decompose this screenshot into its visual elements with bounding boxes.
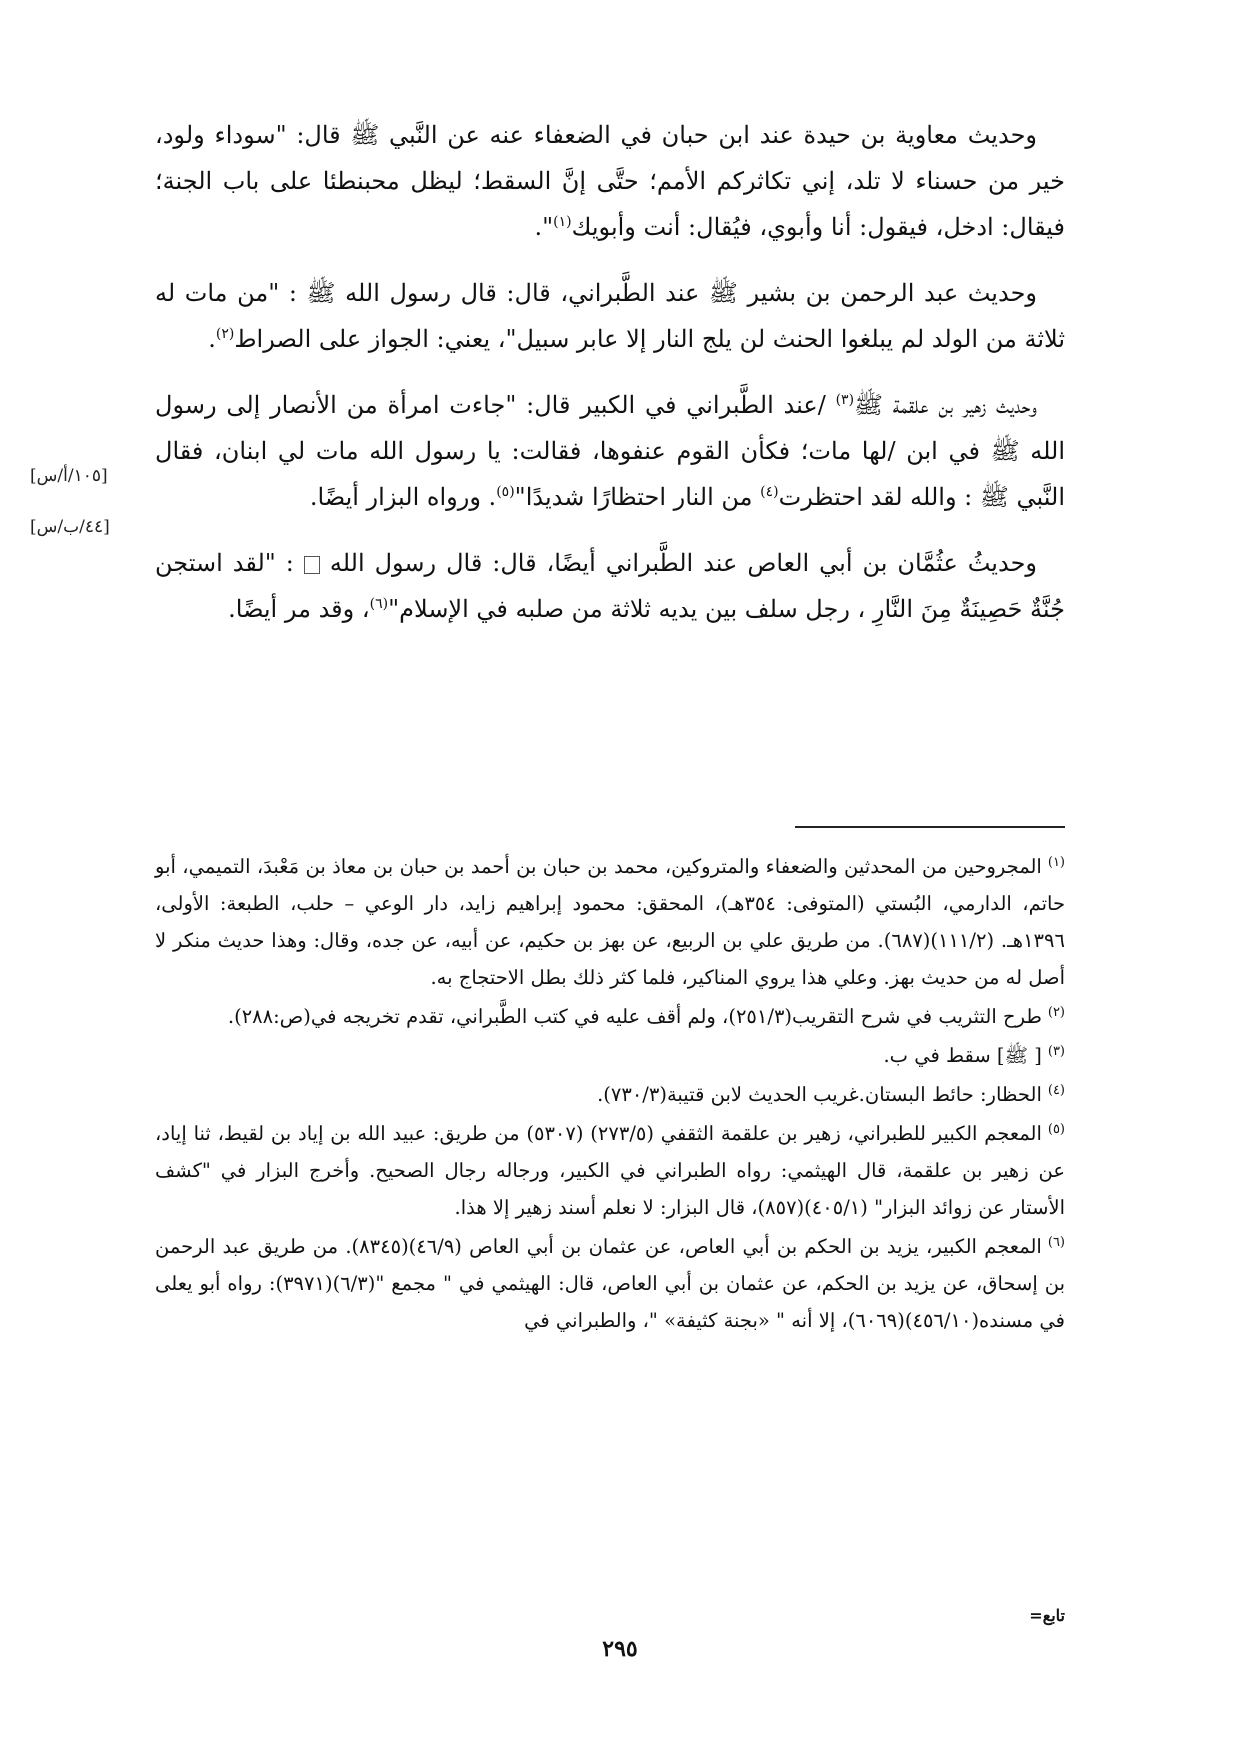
footnote-text: المعجم الكبير، يزيد بن الحكم بن أبي العاص، عن عثمان بن أبي العاص (٤٦/٩)(٨٣٤٥). من طريق عبد الرحمن بن إسحاق، عن يزيد بن الحكم، عن عثمان بن أبي العاص، قال: الهيثمي في " مجمع "(٦/٣)(٣٩٧١): رواه أبو يعلى في مسنده(٤٥٦/١٠)(٦٠٦٩)، إلا أنه " «بجنة كثيفة» "، والطبراني في bbox=[155, 1235, 1066, 1332]
paragraph-3-text-b: /عند الطَّبراني في الكبير قال: "جاءت امرأة من الأنصار إلى رسول الله ﷺ في ابن /لها مات؛ فكأن القوم عنفوها، فقالت: يا رسول الله مات لي ابنان، فقال النَّبي ﷺ : والله لقد احتظرت bbox=[155, 391, 1065, 511]
page-number: ٢٩٥ bbox=[602, 1636, 638, 1662]
footnote-number: (٥) bbox=[1047, 1121, 1065, 1137]
continued-label: تابع= bbox=[1029, 1606, 1065, 1625]
footnote-6 bbox=[155, 1228, 1065, 1339]
footnote-text: طرح التثريب في شرح التقريب(٢٥١/٣)، ولم أقف عليه في كتب الطَّبراني، تقدم تخريجه في(ص:٢٨٨). bbox=[227, 1005, 1042, 1028]
paragraph-3-text-d: . ورواه البزار أيضًا. bbox=[309, 483, 497, 511]
footnote-ref-6[interactable]: (٦) bbox=[369, 596, 389, 612]
footnotes bbox=[155, 848, 1065, 1341]
footnote-ref-4[interactable]: (٤) bbox=[760, 484, 779, 500]
footnote-ref-5[interactable]: (٥) bbox=[496, 484, 515, 500]
footnote-text: [ ﷺ] سقط في ب. bbox=[883, 1044, 1042, 1067]
paragraph-3-text-c: من النار احتظارًا شديدًا" bbox=[514, 483, 761, 511]
margin-note-1: [١٠٥/أ/س] bbox=[30, 466, 108, 486]
footnote-2 bbox=[155, 998, 1065, 1035]
paragraph-2 bbox=[155, 270, 1065, 362]
paragraph-4-text-b: : "لقد استجن جُنَّةٌ حَصِينَةٌ مِنَ النَّارِ ، رجل سلف بين يديه ثلاثة من صلبه في الإسلام" bbox=[155, 549, 1065, 623]
footnote-1 bbox=[155, 848, 1065, 996]
footnote-text: المجروحين من المحدثين والضعفاء والمتروكين، محمد بن حبان بن أحمد بن حبان بن معاذ بن مَعْبدَ، التميمي، أبو حاتم، الدارمي، البُستي (المتوفى: ٣٥٤هـ)، المحقق: محمود إبراهيم زايد، دار الوعي – حلب، الطبعة: الأولى، ١٣٩٦هـ. (١١١/٢)(٦٨٧). من طريق علي بن الربيع، عن بهز بن حكيم، عن أبيه، عن جده، وقال: وهذا حديث منكر لا أصل له من حديث بهز. وعلي هذا يروي المناكير، فلما كثر ذلك بطل الاحتجاج به. bbox=[155, 855, 1066, 989]
footnote-3 bbox=[155, 1037, 1065, 1074]
paragraph-1-text: وحديث معاوية بن حيدة عند ابن حبان في الضعفاء عنه عن النَّبي ﷺ قال: "سوداء ولود، خير من حسناء لا تلد، إني تكاثركم الأمم؛ حتَّى إنَّ السقط؛ ليظل محبنطئا على باب الجنة؛ فيقال: ادخل، فيقول: أنا وأبوي، فيُقال: أنت وأبويك bbox=[155, 121, 1065, 241]
footnote-number: (٤) bbox=[1047, 1082, 1065, 1098]
main-text bbox=[155, 112, 1065, 652]
margin-note-2: [٤٤/ب/س] bbox=[30, 517, 110, 537]
footnote-text: المعجم الكبير للطبراني، زهير بن علقمة الثقفي (٢٧٣/٥) (٥٣٠٧) من طريق: عبيد الله بن إياد بن لقيط، ثنا إياد، عن زهير بن علقمة، قال الهيثمي: رواه الطبراني في الكبير، ورجاله رجال الصحيح. وأخرج البزار في "كشف الأستار عن زوائد البزار" (٤٠٥/١)(٨٥٧)، قال البزار: لا نعلم أسند زهير إلا هذا. bbox=[155, 1122, 1065, 1219]
footnote-number: (٣) bbox=[1047, 1043, 1065, 1059]
footnote-number: (٢) bbox=[1047, 1004, 1065, 1020]
paragraph-4 bbox=[155, 540, 1065, 632]
footnote-ref-3[interactable]: (٣) bbox=[835, 392, 855, 408]
footnote-4 bbox=[155, 1076, 1065, 1113]
paragraph-3 bbox=[155, 382, 1065, 520]
paragraph-4-text-c: ، وقد مر أيضًا. bbox=[228, 595, 370, 623]
footnote-5 bbox=[155, 1115, 1065, 1226]
paragraph-1 bbox=[155, 112, 1065, 250]
footnote-ref-2[interactable]: (٢) bbox=[215, 326, 235, 342]
paragraph-3-text-a: وحديث زهير بن علقمة ﷺ bbox=[854, 391, 1037, 419]
missing-glyph-box bbox=[304, 556, 320, 574]
footnote-number: (١) bbox=[1047, 854, 1065, 870]
footnote-separator bbox=[795, 826, 1065, 828]
footnote-number: (٦) bbox=[1047, 1234, 1065, 1250]
paragraph-1-end: ". bbox=[534, 213, 554, 241]
footnote-text: الحظار: حائط البستان.غريب الحديث لابن قتيبة(٧٣٠/٣). bbox=[597, 1083, 1042, 1106]
paragraph-2-text: وحديث عبد الرحمن بن بشير ﷺ عند الطَّبراني، قال: قال رسول الله ﷺ : "من مات له ثلاثة من الولد لم يبلغوا الحنث لن يلج النار إلا عابر سبيل"، يعني: الجواز على الصراط bbox=[155, 279, 1065, 353]
paragraph-2-end: . bbox=[208, 325, 216, 353]
footnote-ref-1[interactable]: (١) bbox=[553, 214, 572, 230]
paragraph-4-text-a: وحديثُ عثُمَّان بن أبي العاص عند الطَّبراني أيضًا، قال: قال رسول الله bbox=[329, 549, 1037, 577]
